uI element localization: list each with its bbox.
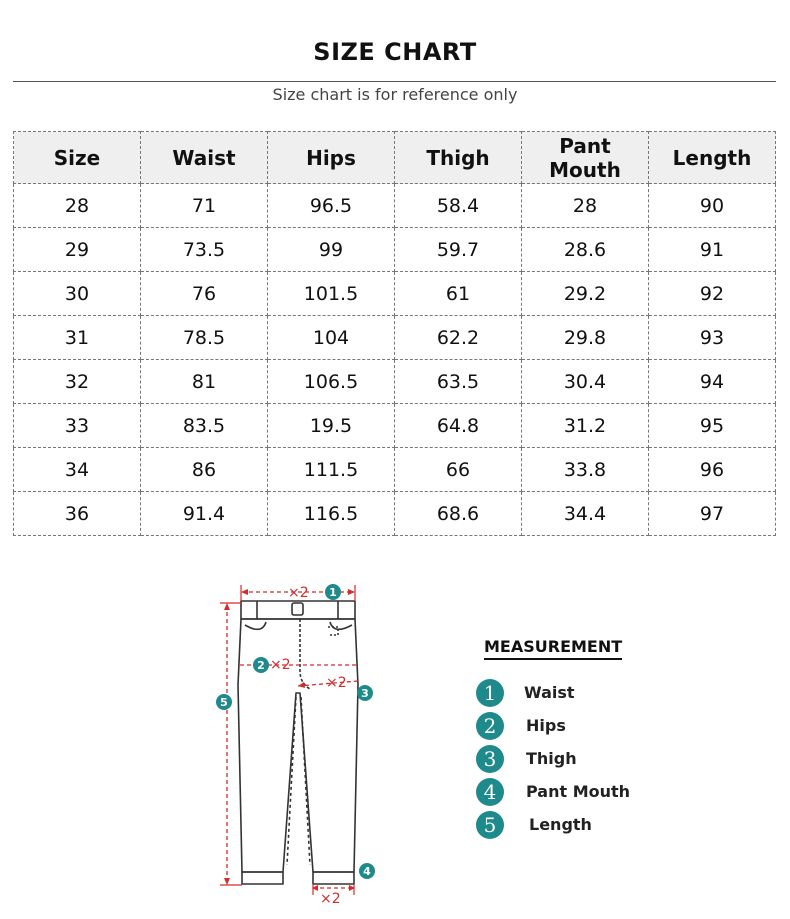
table-cell: 97 <box>649 492 776 536</box>
page-subtitle: Size chart is for reference only <box>272 85 518 104</box>
table-cell: 71 <box>141 184 268 228</box>
legend-label-length: Length <box>529 815 592 834</box>
table-row <box>14 184 776 228</box>
table-row <box>14 448 776 492</box>
cuff-left <box>242 872 283 884</box>
column-header: Thigh <box>395 132 522 184</box>
table-cell: 104 <box>268 316 395 360</box>
number-badge-3: 3 <box>476 745 504 773</box>
table-cell: 29.2 <box>522 272 649 316</box>
legend-label-thigh: Thigh <box>526 749 577 768</box>
table-cell: 63.5 <box>395 360 522 404</box>
column-header: Size <box>14 132 141 184</box>
table-cell: 33.8 <box>522 448 649 492</box>
multiplier-labels <box>270 585 347 907</box>
table-cell: 30.4 <box>522 360 649 404</box>
waist-arrow-head-right <box>348 589 355 595</box>
table-cell: 29.8 <box>522 316 649 360</box>
table-cell: 81 <box>141 360 268 404</box>
table-row <box>14 228 776 272</box>
table-cell: 64.8 <box>395 404 522 448</box>
hips-multiplier: ×2 <box>270 657 291 673</box>
table-cell: 59.7 <box>395 228 522 272</box>
table-cell: 83.5 <box>141 404 268 448</box>
column-header: Length <box>649 132 776 184</box>
marker-length <box>216 694 232 710</box>
table-cell: 116.5 <box>268 492 395 536</box>
inseam-left <box>287 697 296 865</box>
pocket-left <box>245 622 266 629</box>
thigh-arrow-head <box>298 682 305 688</box>
table-cell: 28 <box>522 184 649 228</box>
table-cell: 91 <box>649 228 776 272</box>
number-badge-2: 2 <box>476 712 504 740</box>
table-row <box>14 272 776 316</box>
table-cell: 32 <box>14 360 141 404</box>
marker-waist <box>325 584 341 600</box>
legend-label-pant-mouth: Pant Mouth <box>526 782 631 801</box>
number-badge-4: 4 <box>476 778 504 806</box>
marker-thigh <box>357 685 373 701</box>
number-badge-5: 5 <box>476 811 504 839</box>
table-cell: 96.5 <box>268 184 395 228</box>
inseam-right <box>301 697 310 865</box>
pocket-right <box>330 622 352 629</box>
table-cell: 111.5 <box>268 448 395 492</box>
marker-thigh-number: 3 <box>361 687 369 700</box>
button <box>292 603 303 615</box>
table-cell: 95 <box>649 404 776 448</box>
table-cell: 90 <box>649 184 776 228</box>
marker-pant-mouth-number: 4 <box>363 865 371 878</box>
pants-diagram <box>200 575 390 910</box>
table-row <box>14 492 776 536</box>
marker-hips-number: 2 <box>257 659 265 672</box>
table-cell: 34 <box>14 448 141 492</box>
marker-waist-number: 1 <box>329 586 337 599</box>
table-cell: 31.2 <box>522 404 649 448</box>
pants-outline <box>238 601 358 884</box>
table-cell: 76 <box>141 272 268 316</box>
marker-hips <box>253 657 269 673</box>
table-row <box>14 404 776 448</box>
table-cell: 94 <box>649 360 776 404</box>
table-cell: 31 <box>14 316 141 360</box>
fly-stitch <box>300 619 310 689</box>
table-cell: 91.4 <box>141 492 268 536</box>
table-cell: 66 <box>395 448 522 492</box>
column-header: Pant Mouth <box>522 132 649 184</box>
thigh-multiplier: ×2 <box>326 675 347 691</box>
cuff-right <box>313 872 354 884</box>
table-cell: 28.6 <box>522 228 649 272</box>
table-row <box>14 316 776 360</box>
table-cell: 58.4 <box>395 184 522 228</box>
column-header: Hips <box>268 132 395 184</box>
table-cell: 93 <box>649 316 776 360</box>
length-arrow-head-bottom <box>224 878 230 885</box>
number-badge-1: 1 <box>476 679 504 707</box>
table-cell: 106.5 <box>268 360 395 404</box>
pant-mouth-multiplier: ×2 <box>320 891 341 907</box>
marker-length-number: 5 <box>220 696 228 709</box>
measurement-title: MEASUREMENT <box>484 637 622 660</box>
table-cell: 29 <box>14 228 141 272</box>
table-cell: 19.5 <box>268 404 395 448</box>
table-cell: 86 <box>141 448 268 492</box>
waist-multiplier: ×2 <box>288 585 309 601</box>
legend-label-hips: Hips <box>526 716 566 735</box>
table-cell: 28 <box>14 184 141 228</box>
table-cell: 36 <box>14 492 141 536</box>
table-cell: 62.2 <box>395 316 522 360</box>
table-cell: 78.5 <box>141 316 268 360</box>
size-table <box>13 131 776 536</box>
table-cell: 68.6 <box>395 492 522 536</box>
table-cell: 92 <box>649 272 776 316</box>
marker-pant-mouth <box>359 863 375 879</box>
table-cell: 33 <box>14 404 141 448</box>
table-cell: 96 <box>649 448 776 492</box>
length-arrow-head-top <box>224 603 230 610</box>
title-divider <box>13 81 776 82</box>
column-header: Waist <box>141 132 268 184</box>
table-cell: 61 <box>395 272 522 316</box>
legend-label-waist: Waist <box>524 683 575 702</box>
page-title: SIZE CHART <box>313 38 477 66</box>
table-row <box>14 360 776 404</box>
waist-arrow-head-left <box>241 589 248 595</box>
table-cell: 99 <box>268 228 395 272</box>
table-cell: 101.5 <box>268 272 395 316</box>
table-cell: 30 <box>14 272 141 316</box>
table-cell: 34.4 <box>522 492 649 536</box>
table-cell: 73.5 <box>141 228 268 272</box>
table-header-row <box>14 132 776 184</box>
pants-body <box>238 619 358 872</box>
